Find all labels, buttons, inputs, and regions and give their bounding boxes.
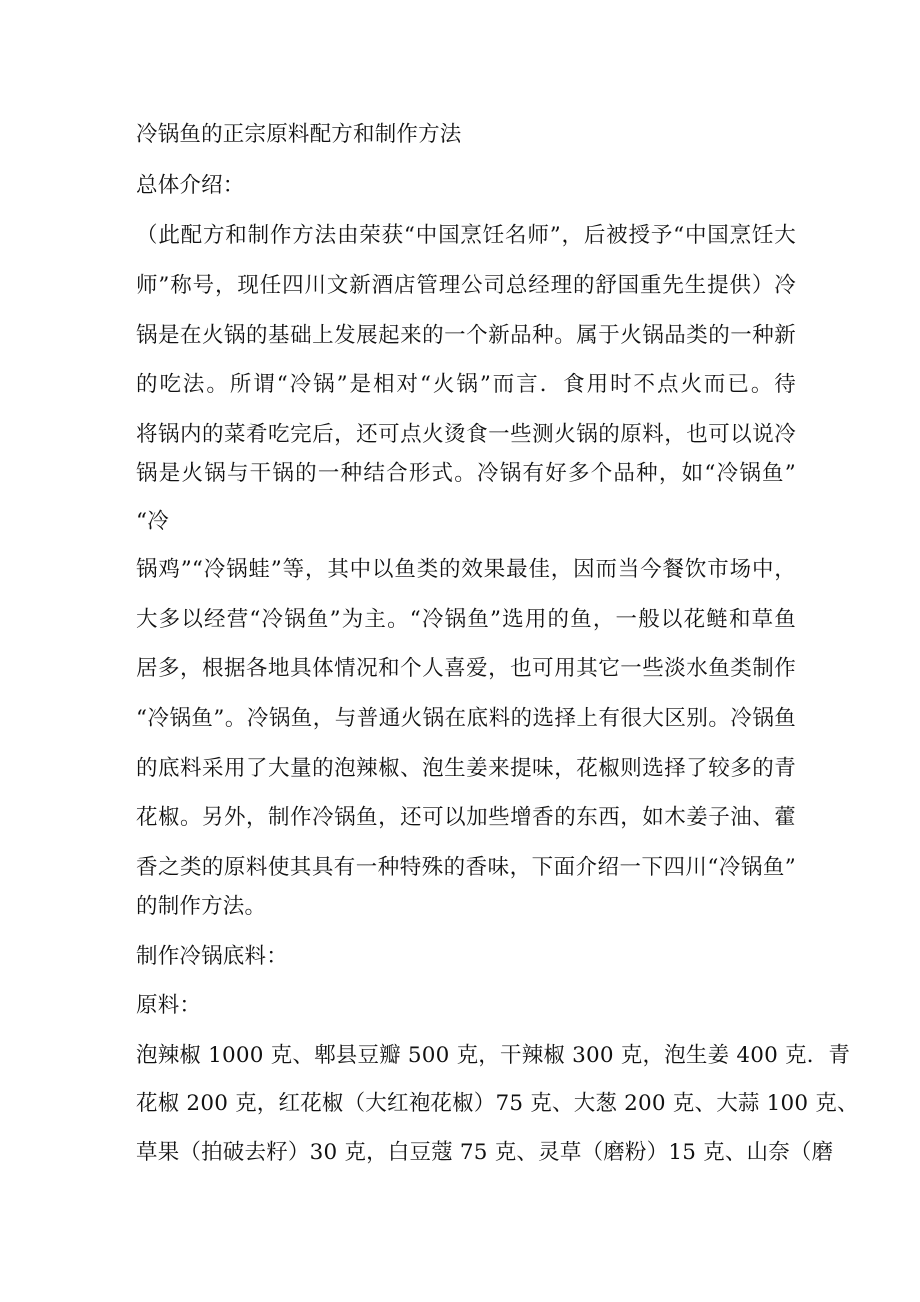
document-title: 冷锅鱼的正宗原料配方和制作方法 [136, 122, 462, 147]
paragraph-line: “冷锅鱼”。冷锅鱼，与普通火锅在底料的选择上有很大区别。冷锅鱼 [136, 706, 796, 731]
paragraph-line: 香之类的原料使其具有一种特殊的香味，下面介绍一下四川“冷锅鱼” [136, 855, 796, 880]
ingredients-line: 泡辣椒 1000 克、郫县豆瓣 500 克，干辣椒 300 克，泡生姜 400 克．青 [136, 1043, 851, 1068]
paragraph-line: 将锅内的菜肴吃完后，还可点火烫食一些测火锅的原料，也可以说冷 [136, 422, 796, 447]
paragraph-line: 大多以经营“冷锅鱼”为主。“冷锅鱼”选用的鱼，一般以花鲢和草鱼 [136, 607, 796, 632]
ingredients-line: 草果（拍破去籽）30 克，白豆蔻 75 克、灵草（磨粉）15 克、山奈（磨 [136, 1140, 834, 1165]
paragraph-line: 锅鸡”“冷锅蛙”等，其中以鱼类的效果最佳，因而当今餐饮市场中， [136, 557, 796, 582]
paragraph-line: “冷 [136, 509, 169, 534]
section-heading-base: 制作冷锅底料： [136, 944, 288, 969]
section-heading-ingredients: 原料： [136, 993, 202, 1018]
paragraph-line: 的制作方法。 [136, 894, 267, 919]
paragraph-line: 花椒。另外，制作冷锅鱼，还可以加些增香的东西，如木姜子油、藿 [136, 805, 796, 830]
paragraph-line: 师”称号，现任四川文新酒店管理公司总经理的舒国重先生提供）冷 [136, 273, 796, 298]
section-heading-overview: 总体介绍： [136, 173, 245, 198]
paragraph-line: 锅是在火锅的基础上发展起来的一个新品种。属于火锅品类的一种新 [136, 323, 796, 348]
paragraph-line: 的底料采用了大量的泡辣椒、泡生姜来提味，花椒则选择了较多的青 [136, 756, 796, 781]
paragraph-line: 居多，根据各地具体情况和个人喜爱，也可用其它一些淡水鱼类制作 [136, 656, 796, 681]
paragraph-line: （此配方和制作方法由荣获“中国烹饪名师”，后被授予“中国烹饪大 [136, 223, 796, 248]
paragraph-line: 锅是火锅与干锅的一种结合形式。冷锅有好多个品种，如“冷锅鱼” [136, 461, 796, 486]
ingredients-line: 花椒 200 克，红花椒（大红袍花椒）75 克、大葱 200 克、大蒜 100 克、 [136, 1091, 859, 1116]
paragraph-line: 的吃法。所谓“冷锅”是相对“火锅”而言．食用时不点火而已。待 [136, 372, 796, 397]
